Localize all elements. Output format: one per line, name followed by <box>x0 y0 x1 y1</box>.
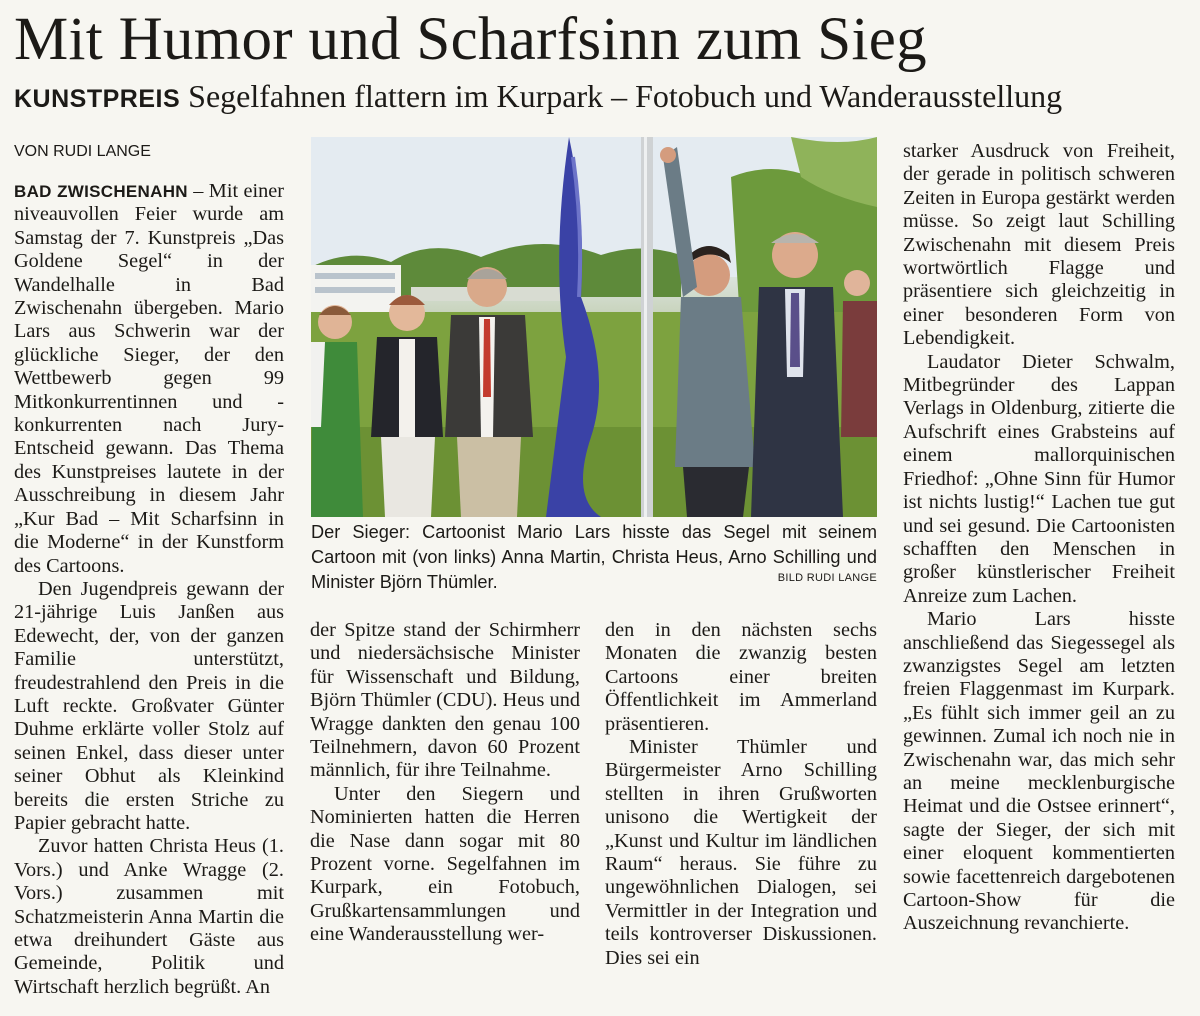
photo-illustration <box>311 137 877 517</box>
paragraph: den in den nächsten sechs Monaten die zwanzig besten Cartoons einer breiten Öffentlichkeit im Ammerland präsentieren. <box>605 619 877 735</box>
paragraph: Den Jugendpreis gewann der 21-jährige Luis Janßen aus Edewecht, der, von der ganzen Familie unterstützt, freudestrahlend den Preis in die Luft reckte. Großvater Günter Duhme erklärte voller Stolz auf seinen Enkel, dass dieser unter seiner Obhut als Kleinkind bereits die ersten Striche zu Papier gebracht hatte. <box>14 577 284 834</box>
paragraph: Zuvor hatten Christa Heus (1. Vors.) und Anke Wragge (2. Vors.) zusammen mit Schatzmeisterin Anna Martin die etwa dreihundert Gäste aus Gemeinde, Politik und Wirtschaft herzlich begrüßt. An <box>14 835 284 998</box>
byline: VON RUDI LANGE <box>14 143 151 160</box>
paragraph: Minister Thümler und Bürgermeister Arno Schilling stellten in ihren Grußworten unisono die Wertigkeit der „Kunst und Kultur im ländlichen Raum“ heraus. Sie führe zu ungewöhnlichen Dialogen, sei Vermittler in der Integration und teils kontroverser Diskussionen. Dies sei ein <box>605 736 877 969</box>
photo-caption <box>311 520 877 595</box>
headline: Mit Humor und Scharfsinn zum Sieg <box>14 6 927 73</box>
article-column-2 <box>310 619 580 947</box>
article-column-1 <box>14 142 284 999</box>
paragraph: der Spitze stand der Schirmherr und niedersächsische Minister für Wissenschaft und Bildung, Björn Thümler (CDU). Heus und Wragge dankten den genau 100 Teilnehmern, davon 60 Prozent männlich, für ihre Teilnahme. <box>310 619 580 782</box>
article-photo <box>311 137 877 517</box>
article-column-4 <box>903 140 1175 936</box>
paragraph <box>14 180 284 578</box>
dateline: BAD ZWISCHENAHN <box>14 182 188 201</box>
subtitle: Segelfahnen flattern im Kurpark – Fotobuch und Wanderausstellung <box>188 78 1063 114</box>
paragraph: Mario Lars hisste anschließend das Siegessegel als zwanzigstes Segel am letzten freien Flaggenmast im Kurpark. „Es fühlt sich immer geil an zu gewinnen. Zumal ich noch nie in Zwischenahn war, das mich sehr an meine mecklenburgische Heimat und die Ostsee erinnert“, sagte der Sieger, der sich mit einer eloquent kommentierten sowie facettenreich dargebotenen Cartoon-Show für die Auszeichnung revanchierte. <box>903 608 1175 935</box>
paragraph: Unter den Siegern und Nominierten hatten die Herren die Nase dann sogar mit 80 Prozent vorne. Segelfahnen im Kurpark, ein Fotobuch, Grußkartensammlungen und eine Wanderausstellung wer- <box>310 782 580 946</box>
paragraph: Laudator Dieter Schwalm, Mitbegründer des Lappan Verlags in Oldenburg, zitierte die Aufschrift eines Grabsteins auf einem mallorquinischen Friedhof: „Ohne Sinn für Humor ist nichts lustig!“ Lachen tue gut und sei gesund. Die Cartoonisten schafften den Menschen in großer künstlerischer Freiheit Anreize zum Lachen. <box>903 350 1175 607</box>
paragraph-text: – Mit einer niveauvollen Feier wurde am Samstag der 7. Kunstpreis „Das Goldene Segel“ in der Wandelhalle in Bad Zwischenahn übergeben. Mario Lars aus Schwerin war der glückliche Sieger, der den Wettbewerb gegen 99 Mitkonkurrentinnen und -konkurrenten nach Jury-Entscheid gewann. Das Thema des Kunstpreises lautete in der Ausschreibung in diesem Jahr „Kur Bad – Mit Scharfsinn in die Moderne“ in der Kunstform des Cartoons. <box>14 180 285 577</box>
subline <box>14 76 1194 123</box>
paragraph: starker Ausdruck von Freiheit, der gerade in politisch schweren Zeiten in Europa gestärkt werden müsse. So zeigt laut Schilling Zwischenahn mit diesem Preis wortwörtlich Flagge und präsentiere sich gleichzeitig in einer besonderen Form von Lebendigkeit. <box>903 140 1175 350</box>
photo-credit: BILD RUDI LANGE <box>777 572 877 584</box>
article-column-3 <box>605 619 877 970</box>
kicker: KUNSTPREIS <box>14 85 181 113</box>
caption-text: Der Sieger: Cartoonist Mario Lars hisste das Segel mit seinem Cartoon mit (von links) Anna Martin, Christa Heus, Arno Schilling und Minister Björn Thümler. <box>311 522 877 592</box>
